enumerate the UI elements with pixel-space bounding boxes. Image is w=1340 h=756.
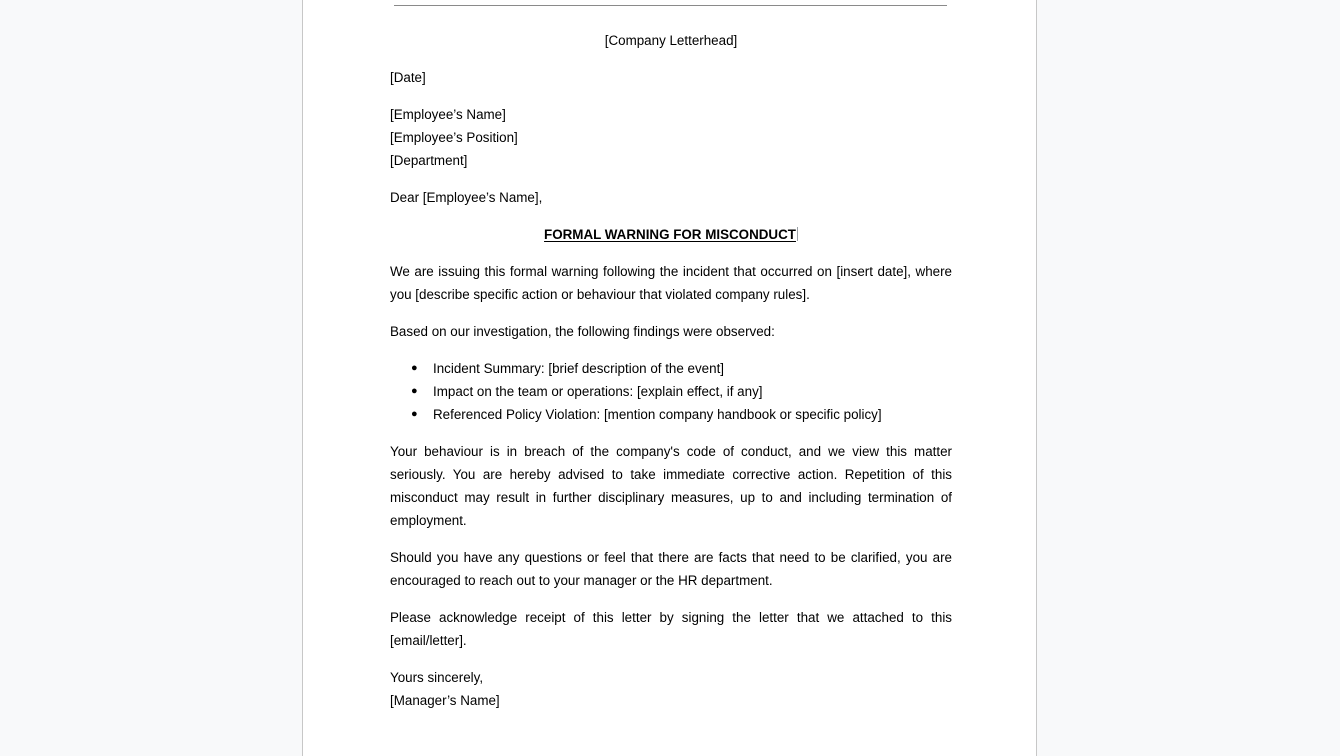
- signatory-name: [Manager’s Name]: [390, 693, 500, 708]
- letter-title: FORMAL WARNING FOR MISCONDUCT: [544, 227, 796, 242]
- letter-body[interactable]: [390, 29, 952, 726]
- signature-block: [390, 666, 952, 712]
- findings-list: [390, 357, 952, 426]
- header-divider: [394, 5, 947, 6]
- findings-intro: Based on our investigation, the following findings were observed:: [390, 324, 775, 339]
- letter-date: [Date]: [390, 70, 426, 85]
- recipient-position: [Employee’s Position]: [390, 130, 518, 145]
- recipient-department: [Department]: [390, 153, 468, 168]
- acknowledge-paragraph: Please acknowledge receipt of this letter by signing the letter that we attached to this [email/letter].: [390, 610, 952, 648]
- closing: Yours sincerely,: [390, 670, 484, 685]
- finding-text: Referenced Policy Violation: [mention company handbook or specific policy]: [433, 407, 882, 422]
- recipient-name: [Employee’s Name]: [390, 107, 506, 122]
- breach-paragraph: Your behaviour is in breach of the company's code of conduct, and we view this matter seriously. You are hereby advised to take immediate corrective action. Repetition of this misconduct may result in further disciplinary measures, up to and including termination of employment.: [390, 444, 952, 528]
- questions-paragraph: Should you have any questions or feel that there are facts that need to be clarified, you are encouraged to reach out to your manager or the HR department.: [390, 550, 952, 588]
- letter-title-line: [390, 223, 952, 246]
- bullet-icon: ●: [411, 362, 418, 374]
- document-page[interactable]: [302, 0, 1037, 756]
- bullet-icon: ●: [411, 385, 418, 397]
- salutation: Dear [Employee’s Name],: [390, 190, 543, 205]
- finding-text: Incident Summary: [brief description of the event]: [433, 361, 725, 376]
- finding-text: Impact on the team or operations: [explain effect, if any]: [433, 384, 763, 399]
- list-item: [390, 403, 952, 426]
- bullet-icon: ●: [411, 408, 418, 420]
- list-item: [390, 380, 952, 403]
- company-letterhead: [Company Letterhead]: [604, 33, 738, 48]
- recipient-block: [390, 103, 952, 172]
- intro-paragraph: We are issuing this formal warning following the incident that occurred on [insert date], where you [describe specific action or behaviour that violated company rules].: [390, 264, 952, 302]
- list-item: [390, 357, 952, 380]
- text-cursor: [797, 227, 798, 241]
